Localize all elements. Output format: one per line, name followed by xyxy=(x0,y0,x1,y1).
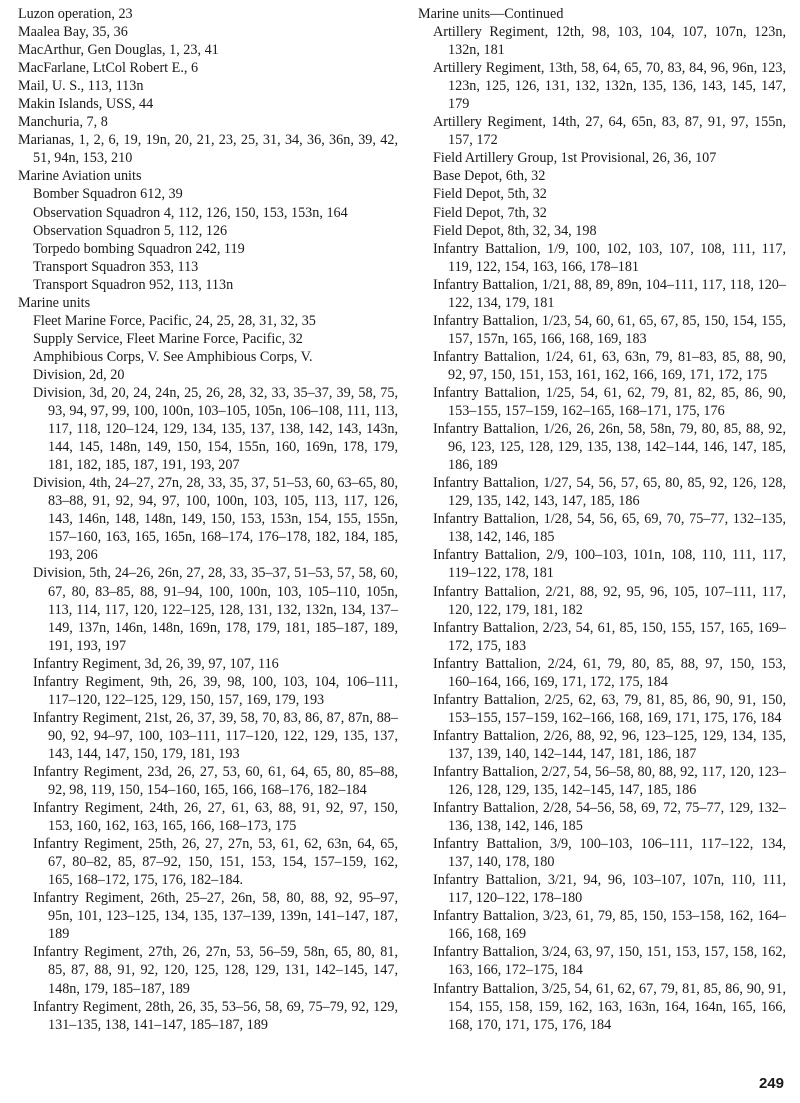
index-subentry: Infantry Battalion, 1/9, 100, 102, 103, 107, 108, 111, 117, 119, 122, 154, 163, 166, 178–181 xyxy=(433,240,786,275)
index-subentry: Supply Service, Fleet Marine Force, Pacific, 32 xyxy=(33,330,303,347)
index-subentry: Field Depot, 8th, 32, 34, 198 xyxy=(433,222,597,239)
index-subentry: Infantry Battalion, 1/27, 54, 56, 57, 65, 80, 85, 92, 126, 128, 129, 135, 142, 143, 147, 185, 186 xyxy=(433,475,786,510)
index-heading: Luzon operation, 23 xyxy=(18,6,133,22)
index-subentry: Infantry Battalion, 2/28, 54–56, 58, 69, 72, 75–77, 129, 132–136, 138, 142, 146, 185 xyxy=(433,800,786,835)
index-subentry: Transport Squadron 353, 113 xyxy=(33,258,199,275)
index-heading: Marine Aviation units xyxy=(18,168,142,185)
index-subentry: Infantry Battalion, 1/21, 88, 89, 89n, 104–111, 117, 118, 120–122, 134, 179, 181 xyxy=(433,276,786,311)
index-subentry: Infantry Battalion, 1/24, 61, 63, 63n, 79, 81–83, 85, 88, 90, 92, 97, 150, 151, 153, 161, 162, 166, 169, 171, 172, 175 xyxy=(433,348,786,383)
index-subentry: Division, 2d, 20 xyxy=(33,366,125,383)
index-column-right xyxy=(418,5,786,1034)
index-heading: Maalea Bay, 35, 36 xyxy=(18,24,128,41)
index-subentry: Amphibious Corps, V. See Amphibious Corps, V. xyxy=(33,348,313,365)
index-subentry: Infantry Battalion, 2/9, 100–103, 101n, 108, 110, 111, 117, 119–122, 178, 181 xyxy=(433,547,786,582)
index-subentry: Base Depot, 6th, 32 xyxy=(433,168,546,185)
index-subentry: Infantry Regiment, 26th, 25–27, 26n, 58, 80, 88, 92, 95–97, 95n, 101, 123–125, 134, 135, 137–139, 139n, 141–147, 187, 189 xyxy=(33,890,398,943)
index-subentry: Infantry Regiment, 24th, 26, 27, 61, 63, 88, 91, 92, 97, 150, 153, 160, 162, 163, 165, 166, 168–173, 175 xyxy=(33,800,398,835)
index-subentry: Infantry Battalion, 3/24, 63, 97, 150, 151, 153, 157, 158, 162, 163, 166, 172–175, 184 xyxy=(433,944,786,979)
index-subentry: Infantry Battalion, 2/21, 88, 92, 95, 96, 105, 107–111, 117, 120, 122, 179, 181, 182 xyxy=(433,583,786,618)
index-subentry: Field Depot, 5th, 32 xyxy=(433,186,547,203)
index-subentry: Infantry Battalion, 1/28, 54, 56, 65, 69, 70, 75–77, 132–135, 138, 142, 146, 185 xyxy=(433,511,786,546)
index-subentry: Infantry Regiment, 28th, 26, 35, 53–56, 58, 69, 75–79, 92, 129, 131–135, 138, 141–147, 185–187, 189 xyxy=(33,998,398,1033)
index-subentry: Infantry Battalion, 3/9, 100–103, 106–111, 117–122, 134, 137, 140, 178, 180 xyxy=(433,836,786,871)
index-subentry: Infantry Regiment, 27th, 26, 27n, 53, 56–59, 58n, 65, 80, 81, 85, 87, 88, 91, 92, 120, 125, 128, 129, 131, 142–145, 147, 148n, 179, 185–187, 189 xyxy=(33,944,398,997)
index-heading: MacFarlane, LtCol Robert E., 6 xyxy=(18,60,199,77)
index-heading: Marianas, 1, 2, 6, 19, 19n, 20, 21, 23, 25, 31, 34, 36, 36n, 39, 42, 51, 94n, 153, 210 xyxy=(18,132,398,167)
index-subentry: Observation Squadron 4, 112, 126, 150, 153, 153n, 164 xyxy=(33,204,348,221)
index-subentry: Division, 5th, 24–26, 26n, 27, 28, 33, 35–37, 51–53, 57, 58, 60, 67, 80, 83–85, 88, 91–94, 100, 100n, 103, 105–110, 105n, 113, 114, 117, 120, 122–125, 128, 131, 132, 132n, 134, 137–149, 137n, 146n, 148n, 169n, 178, 179, 181, 185–187, 189, 191, 193, 197 xyxy=(33,565,398,654)
index-heading: Manchuria, 7, 8 xyxy=(18,114,108,131)
index-subentry: Infantry Battalion, 1/26, 26, 26n, 58, 58n, 79, 80, 85, 88, 92, 96, 123, 125, 128, 129, 135, 138, 142–144, 146, 147, 185, 186, 189 xyxy=(433,421,786,474)
index-subentry: Field Depot, 7th, 32 xyxy=(433,204,547,221)
index-subentry: Division, 4th, 24–27, 27n, 28, 33, 35, 37, 51–53, 60, 63–65, 80, 83–88, 91, 92, 94, 97, 100, 100n, 103, 105, 113, 117, 126, 143, 146n, 148, 148n, 149, 150, 153, 153n, 154, 155, 155n, 157–160, 163, 165, 165n, 168–174, 176–178, 182, 184, 185, 193, 206 xyxy=(33,475,398,564)
index-subentry: Fleet Marine Force, Pacific, 24, 25, 28, 31, 32, 35 xyxy=(33,312,316,329)
index-subentry: Infantry Battalion, 2/25, 62, 63, 79, 81, 85, 86, 90, 91, 150, 153–155, 157–159, 162–166, 168, 169, 171, 175, 176, 184 xyxy=(433,691,786,726)
index-subentry: Torpedo bombing Squadron 242, 119 xyxy=(33,240,245,257)
index-subentry: Infantry Regiment, 25th, 26, 27, 27n, 53, 61, 62, 63n, 64, 65, 67, 80–82, 85, 87–92, 150, 151, 153, 154, 157–159, 162, 165, 168–172, 175, 176, 182–184. xyxy=(33,836,398,889)
index-subentry: Bomber Squadron 612, 39 xyxy=(33,186,183,203)
index-subentry: Infantry Regiment, 21st, 26, 37, 39, 58, 70, 83, 86, 87, 87n, 88–90, 92, 94–97, 100, 103–111, 117–120, 122, 129, 135, 137, 143, 144, 147, 150, 179, 181, 193 xyxy=(33,709,398,762)
index-subentry: Infantry Regiment, 9th, 26, 39, 98, 100, 103, 104, 106–111, 117–120, 122–125, 129, 150, 157, 169, 179, 193 xyxy=(33,673,398,708)
index-heading: Marine units—Continued xyxy=(418,6,564,22)
index-heading: Makin Islands, USS, 44 xyxy=(18,96,154,113)
index-subentry: Infantry Battalion, 2/26, 88, 92, 96, 123–125, 129, 134, 135, 137, 139, 140, 142–144, 147, 181, 186, 187 xyxy=(433,727,786,762)
index-column-left xyxy=(18,5,398,1034)
index-subentry: Artillery Regiment, 14th, 27, 64, 65n, 83, 87, 91, 97, 155n, 157, 172 xyxy=(433,114,786,149)
index-subentry: Artillery Regiment, 12th, 98, 103, 104, 107, 107n, 123n, 132n, 181 xyxy=(433,24,786,59)
index-subentry: Infantry Battalion, 2/24, 61, 79, 80, 85, 88, 97, 150, 153, 160–164, 166, 169, 171, 172, 175, 184 xyxy=(433,655,786,690)
index-subentry: Infantry Battalion, 3/21, 94, 96, 103–107, 107n, 110, 111, 117, 120–122, 178–180 xyxy=(433,872,786,907)
index-subentry: Artillery Regiment, 13th, 58, 64, 65, 70, 83, 84, 96, 96n, 123, 123n, 125, 126, 131, 132, 132n, 135, 136, 143, 145, 147, 179 xyxy=(433,60,786,113)
index-heading: Mail, U. S., 113, 113n xyxy=(18,78,144,95)
index-subentry: Infantry Battalion, 1/23, 54, 60, 61, 65, 67, 85, 150, 154, 155, 157, 157n, 165, 166, 168, 169, 183 xyxy=(433,312,786,347)
index-subentry: Infantry Battalion, 3/23, 61, 79, 85, 150, 153–158, 162, 164–166, 168, 169 xyxy=(433,908,786,943)
page-number: 249 xyxy=(758,1075,784,1092)
index-heading: Marine units xyxy=(18,294,91,311)
index-subentry: Infantry Battalion, 2/27, 54, 56–58, 80, 88, 92, 117, 120, 123–126, 128, 129, 135, 142–145, 147, 185, 186 xyxy=(433,763,786,799)
index-subentry: Field Artillery Group, 1st Provisional, 26, 36, 107 xyxy=(433,150,717,167)
index-subentry: Infantry Regiment, 3d, 26, 39, 97, 107, 116 xyxy=(33,655,279,672)
index-subentry: Division, 3d, 20, 24, 24n, 25, 26, 28, 32, 33, 35–37, 39, 58, 75, 93, 94, 97, 99, 100, 100n, 103–105, 105n, 106–108, 111, 113, 117, 118, 120–124, 129, 134, 135, 137, 138, 142, 143, 143n, 144, 145, 148n, 149, 150, 154, 155n, 160, 169n, 178, 179, 181, 182, 185, 187, 191, 193, 207 xyxy=(33,384,398,474)
index-subentry: Infantry Battalion, 3/25, 54, 61, 62, 67, 79, 81, 85, 86, 90, 91, 154, 155, 158, 159, 162, 163, 163n, 164, 164n, 165, 166, 168, 170, 171, 175, 176, 184 xyxy=(433,980,786,1033)
index-subentry: Infantry Regiment, 23d, 26, 27, 53, 60, 61, 64, 65, 80, 85–88, 92, 98, 119, 150, 154–160, 165, 166, 168–176, 182–184 xyxy=(33,763,398,799)
index-subentry: Observation Squadron 5, 112, 126 xyxy=(33,222,228,239)
index-heading: MacArthur, Gen Douglas, 1, 23, 41 xyxy=(18,42,219,59)
index-subentry: Infantry Battalion, 2/23, 54, 61, 85, 150, 155, 157, 165, 169–172, 175, 183 xyxy=(433,619,786,654)
index-subentry: Infantry Battalion, 1/25, 54, 61, 62, 79, 81, 82, 85, 86, 90, 153–155, 157–159, 162–165, 168–171, 175, 176 xyxy=(433,384,786,420)
index-subentry: Transport Squadron 952, 113, 113n xyxy=(33,276,234,293)
